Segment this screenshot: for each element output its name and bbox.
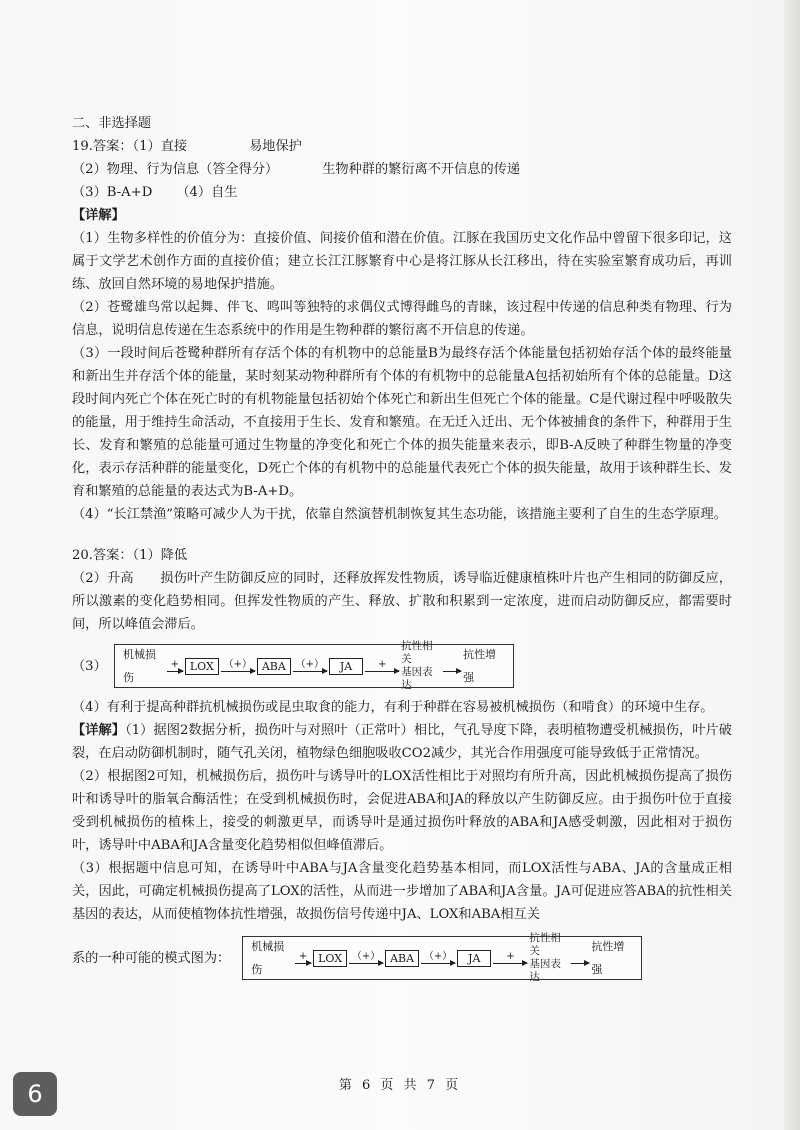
diagram1-arrow-3 bbox=[293, 660, 327, 672]
q19-answer-1a: 19.答案：（1）直接 bbox=[72, 139, 188, 154]
diagram1-arrow-5 bbox=[443, 660, 461, 672]
q19-answer-2a: （2）物理、行为信息（答全得分） bbox=[72, 162, 279, 177]
page-number: 第 6 页 共 7 页 bbox=[338, 1078, 462, 1093]
diagram2-arrow-2 bbox=[349, 952, 383, 964]
q20-answer-3 bbox=[72, 640, 732, 691]
diagram1-arrow-1-shaft bbox=[167, 671, 183, 672]
diagram2-arrow-4-sign: + bbox=[506, 951, 515, 962]
diagram2-arrow-1 bbox=[295, 952, 311, 964]
answer-content bbox=[72, 112, 732, 988]
diagram2-lox-box: LOX bbox=[313, 950, 347, 967]
q19-answer-3 bbox=[72, 181, 732, 204]
q20-detail-3: （3）根据题中信息可知，在诱导叶中ABA与JA含量变化趋势基本相同，而LOX活性与ABA、JA的含量成正相关，因此，可确定机械损伤提高了LOX的活性，从而进一步增加了ABA和JA含量。JA可促进应答ABA的抗性相关基因的表达，从而使植物体抗性增强，故损伤信号传递中JA、LOX和ABA相互关 bbox=[72, 861, 732, 922]
diagram1-arrow-5-shaft bbox=[443, 671, 461, 672]
diagram1-gene-line2: 基因表达 bbox=[401, 666, 433, 691]
diagram1-arrow-2-shaft bbox=[221, 671, 255, 672]
diagram2-arrow-2-shaft bbox=[349, 963, 383, 964]
diagram2-arrow-1-sign: + bbox=[298, 951, 308, 962]
scroll-edge bbox=[784, 0, 800, 1130]
section-title: 二、非选择题 bbox=[72, 116, 152, 131]
diagram1-arrow-4-shaft bbox=[365, 671, 399, 672]
diagram1-gene-line1: 抗性相关 bbox=[401, 640, 433, 665]
q19-answer-1 bbox=[72, 135, 732, 158]
q20-detail-label: 【详解】 bbox=[72, 723, 126, 738]
q20-answer-1: 20.答案：（1）降低 bbox=[72, 548, 188, 563]
page-badge[interactable]: 6 bbox=[13, 1072, 57, 1116]
q19-answer-1b: 易地保护 bbox=[249, 139, 302, 154]
diagram2-arrow-2-sign: （+） bbox=[351, 951, 381, 962]
q19-answer-3a: （3）B-A+D bbox=[72, 185, 153, 200]
spacer bbox=[72, 526, 732, 544]
q20-answer-3-label: （3） bbox=[72, 658, 107, 674]
diagram1-arrow-3-shaft bbox=[293, 671, 327, 672]
diagram1-arrow-1-sign: + bbox=[170, 659, 180, 670]
q20-detail-2: （2）根据图2可知，机械损伤后，损伤叶与诱导叶的LOX活性相比于对照均有所升高，因此机械损伤提高了损伤叶和诱导叶的脂氧合酶活性；在受到机械损伤时，会促进ABA和JA的释放以产生防御反应。由于损伤叶位于直接受到机械损伤的植株上，接受的刺激更早，而诱导叶是通过损伤叶释放的ABA和JA感受刺激，因此相对于损伤叶，诱导叶中ABA和JA含量变化趋势相似但峰值滞后。 bbox=[72, 769, 732, 853]
diagram2-arrow-5-shaft bbox=[571, 963, 589, 964]
q20-detail-1 bbox=[72, 719, 732, 765]
q19-answer-2 bbox=[72, 158, 732, 181]
diagram1-lox-box: LOX bbox=[185, 658, 219, 675]
diagram2-gene-line2: 基因表达 bbox=[529, 958, 561, 983]
diagram2-arrow-4 bbox=[493, 952, 527, 964]
diagram1-arrow-3-sign: （+） bbox=[295, 659, 324, 670]
diagram2-ja-box: JA bbox=[457, 950, 491, 967]
q20-detail-3-tail-row bbox=[72, 932, 732, 983]
diagram1-aba-box: ABA bbox=[257, 658, 291, 675]
diagram1-end: 抗性增强 bbox=[463, 648, 497, 684]
q20-detail-3-tail: 系的一种可能的模式图为： bbox=[72, 950, 231, 966]
q19-detail-p2: （2）苍鹭雄鸟常以起舞、伴飞、鸣叫等独特的求偶仪式博得雌鸟的青睐，该过程中传递的信息种类有物理、行为信息，说明信息传递在生态系统中的作用是生物种群的繁衍离不开信息的传递。 bbox=[72, 300, 732, 338]
signal-diagram-1 bbox=[114, 640, 514, 691]
diagram2-aba-box: ABA bbox=[385, 950, 419, 967]
diagram1-arrow-4-sign: + bbox=[377, 659, 387, 670]
diagram2-arrow-3 bbox=[421, 952, 455, 964]
q19-answer-2b: 生物种群的繁衍离不开信息的传递 bbox=[322, 162, 521, 177]
q20-answer-4: （4）有利于提高种群抗机械损伤或昆虫取食的能力，有利于种群在容易被机械损伤（和啃食）的环境中生存。 bbox=[72, 700, 714, 715]
q19-detail-p1: （1）生物多样性的价值分为：直接价值、间接价值和潜在价值。江豚在我国历史文化作品中曾留下很多印记，这属于文学艺术创作方面的直接价值；建立长江江豚繁育中心是将江豚从长江移出，待在实验室繁育成功后，再训练、放回自然环境的易地保护措施。 bbox=[72, 231, 732, 292]
q19-detail-label: 【详解】 bbox=[72, 208, 125, 223]
diagram1-start: 机械损伤 bbox=[123, 648, 156, 684]
diagram2-end: 抗性增强 bbox=[591, 940, 625, 976]
q19-detail-p4: （4）“长江禁渔”策略可减少人为干扰，依靠自然演替机制恢复其生态功能，该措施主要利了自生的生态学原理。 bbox=[72, 507, 727, 522]
diagram2-start: 机械损伤 bbox=[251, 940, 285, 976]
diagram1-arrow-1 bbox=[167, 660, 183, 672]
q20-answer-2: （2）升高 损伤叶产生防御反应的同时，还释放挥发性物质，诱导临近健康植株叶片也产生相同的防御反应，所以激素的变化趋势相同。但挥发性物质的产生、释放、扩散和积累到一定浓度，进而启动防御反应，都需要时间，所以峰值会滞后。 bbox=[72, 571, 732, 632]
diagram1-arrow-4 bbox=[365, 660, 399, 672]
diagram1-gene-expression bbox=[401, 640, 441, 692]
diagram2-arrow-1-shaft bbox=[295, 963, 311, 964]
diagram2-arrow-3-sign: （+） bbox=[423, 951, 453, 962]
diagram2-arrow-3-shaft bbox=[421, 963, 455, 964]
diagram1-arrow-2 bbox=[221, 660, 255, 672]
q19-answer-3b: （4）自生 bbox=[176, 185, 238, 200]
signal-diagram-2 bbox=[242, 932, 642, 983]
diagram1-arrow-2-sign: （+） bbox=[223, 659, 253, 670]
diagram2-gene-line1: 抗性相关 bbox=[529, 932, 561, 957]
q20-detail-1-text: （1）据图2数据分析，损伤叶与对照叶（正常叶）相比，气孔导度下降，表明植物遭受机械损伤，叶片破裂，在启动防御机制时，随气孔关闭，植物绿色细胞吸收CO2减少，其光合作用强度可能导致低于正常情况。 bbox=[72, 723, 732, 761]
diagram2-arrow-4-shaft bbox=[493, 963, 527, 964]
diagram1-ja-box: JA bbox=[329, 658, 363, 675]
diagram2-gene-expression bbox=[529, 932, 569, 984]
diagram2-arrow-5 bbox=[571, 952, 589, 964]
q19-detail-p3: （3）一段时间后苍鹭种群所有存活个体的有机物中的总能量B为最终存活个体能量包括初始存活个体的最终能量和新出生并存活个体的能量，某时刻某动物种群所有个体的有机物中的总能量A包括初始所有个体的总能量。D这段时间内死亡个体在死亡时的有机物能量包括初始个体死亡和新出生但死亡个体的能量。C是代谢过程中呼吸散失的能量，用于维持生命活动，不直接用于生长、发育和繁殖。在无迁入迁出、无个体被捕食的条件下，种群用于生长、发育和繁殖的总能量可通过生物量的净变化和死亡个体的损失能量来表示，即B-A反映了种群生物量的净变化，表示存活种群的能量变化，D死亡个体的有机物中的总能量代表死亡个体的损失能量，故用于该种群生长、发育和繁殖的总能量的表达式为B-A+D。 bbox=[72, 346, 732, 499]
